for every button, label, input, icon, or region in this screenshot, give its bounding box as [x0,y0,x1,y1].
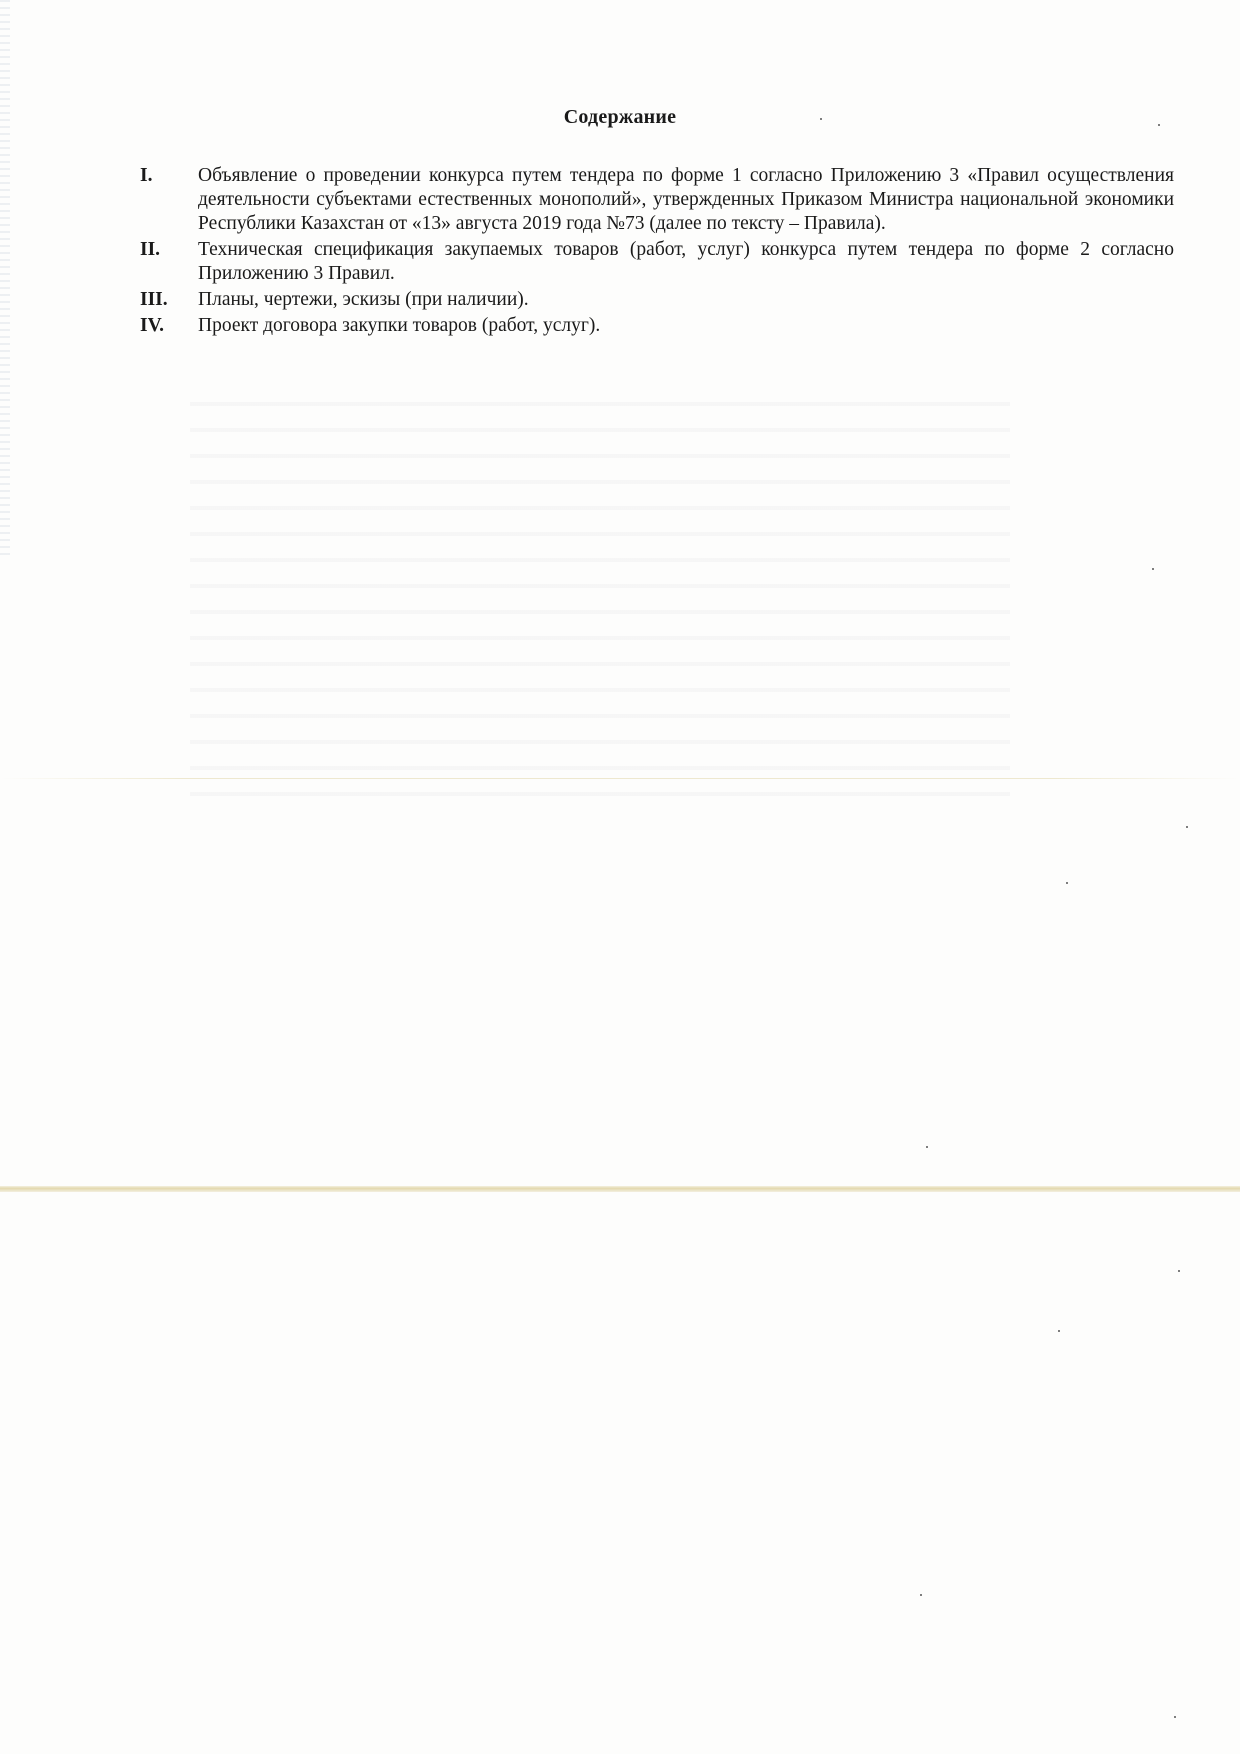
table-of-contents [128,164,1174,340]
toc-item-number: I. [140,165,153,186]
scan-speck [920,1594,922,1596]
toc-item-number: IV. [140,315,165,336]
scan-speck [1158,124,1160,126]
scan-speck [820,118,822,120]
page-title: Содержание [563,106,677,128]
toc-item-number: II. [140,239,161,260]
scan-speck [1186,826,1188,828]
toc-item-text: Объявление о проведении конкурса путем тендера по форме 1 согласно Приложению 3 «Правил осуществления деятельности субъектами естественных монополий», утвержденных Приказом Министра национальной экономики Республики Казахстан от «13» августа 2019 года №73 (далее по тексту – Правила). [198,165,1174,234]
toc-item-number: III. [140,289,168,310]
toc-item [128,314,1174,338]
scan-speck [926,1146,928,1148]
scan-speck [1152,568,1154,570]
toc-item [128,288,1174,312]
toc-item-text: Проект договора закупки товаров (работ, услуг). [198,315,601,336]
scan-speck [1066,882,1068,884]
toc-item [128,164,1174,236]
toc-item-text: Планы, чертежи, эскизы (при наличии). [198,289,529,310]
scan-speck [1058,1330,1060,1332]
fold-line [0,1186,1240,1192]
scan-edge-artifact [0,0,10,560]
toc-item-text: Техническая спецификация закупаемых товаров (работ, услуг) конкурса путем тендера по форме 2 согласно Приложению 3 Правил. [198,239,1174,284]
scan-speck [1178,1270,1180,1272]
scan-speck [1174,1716,1176,1718]
toc-item [128,238,1174,286]
fold-line [0,778,1240,779]
bleed-through-text [190,380,1010,800]
